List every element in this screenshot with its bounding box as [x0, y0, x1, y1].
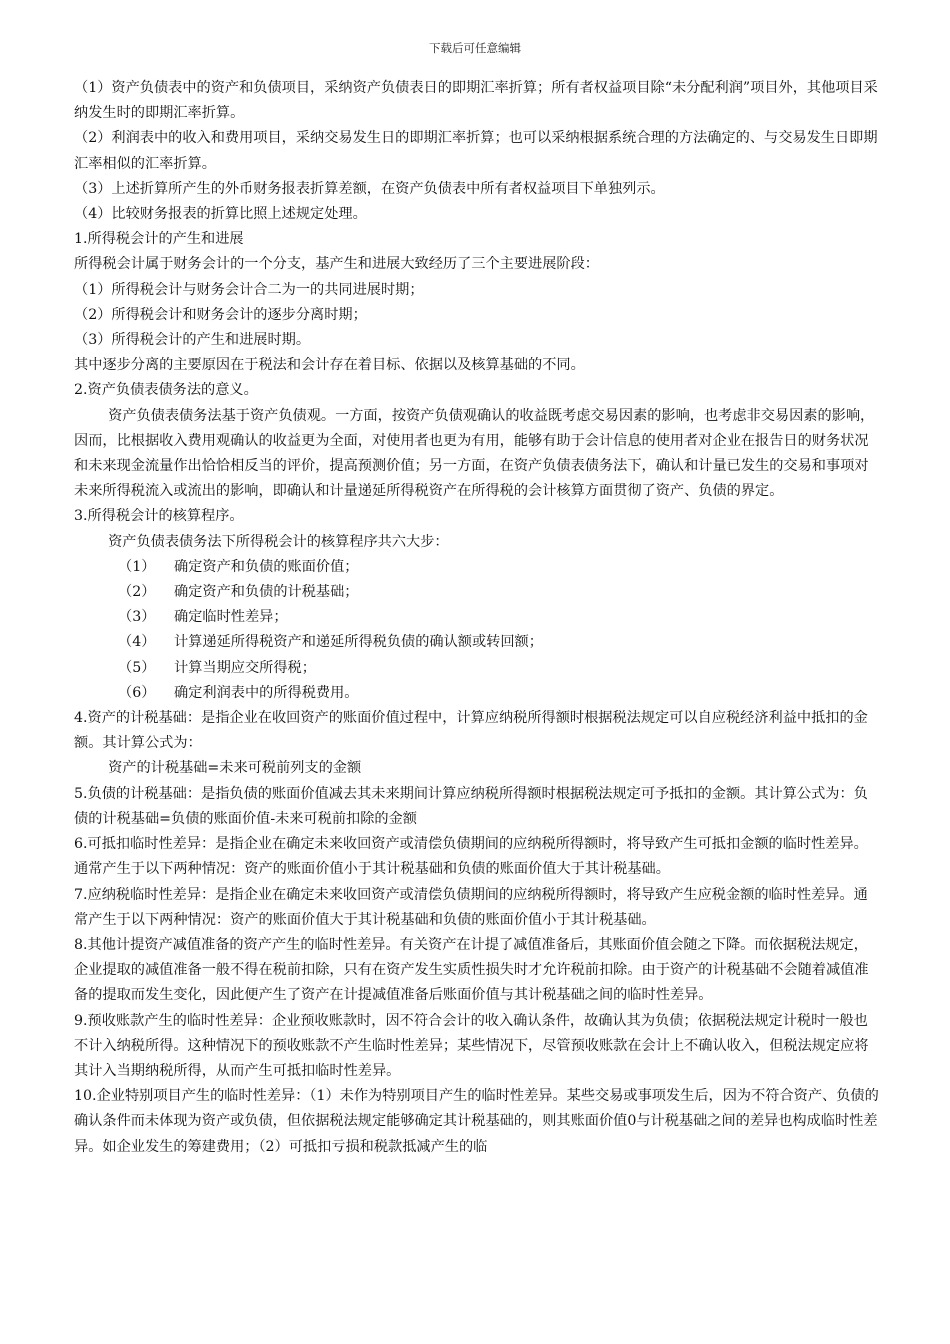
paragraph: （1）资产负债表中的资产和负债项目，采纳资产负债表日的即期汇率折算；所有者权益项目除“未分配利润”项目外，其他项目采纳发生时的即期汇率折算。 — [74, 80, 878, 122]
step-text: 计算递延所得税资产和递延所得税负债的确认额或转回额； — [174, 634, 543, 651]
step-number: （3） — [118, 609, 156, 626]
step-text: 确定临时性差异； — [174, 609, 288, 626]
section-2-body: 资产负债表债务法基于资产负债观。一方面，按资产负债观确认的收益既考虑交易因素的影响，也考虑非交易因素的影响，因而，比根据收入费用观确认的收益更为全面，对使用者也更为有用，能够有助于会计信息的使用者对企业在报告日的财务状况和未来现金流量作出恰恰相反当的评价，提高预测价值；另一方面，在资产负债表债务法下，确认和计量已发生的交易和事项对未来所得税流入或流出的影响，即确认和计量递延所得税资产在所得税的会计核算方面贯彻了资产、负债的界定。 — [74, 407, 875, 500]
section-2-title: 2.资产负债表债务法的意义。 — [74, 382, 258, 399]
section-6-text: 6.可抵扣临时性差异：是指企业在确定未来收回资产或清偿负债期间的应纳税所得额时，将导致产生可抵扣金额的临时性差异。通常产生于以下两种情况：资产的账面价值小于其计税基础和负债的账面价值大于其计税基础。 — [74, 836, 868, 878]
paragraph: （3）上述折算所产生的外币财务报表折算差额，在资产负债表中所有者权益项目下单独列示。 — [74, 180, 665, 197]
step-text: 确定资产和负债的计税基础； — [174, 584, 359, 601]
step-item — [74, 656, 880, 681]
step-text: 确定利润表中的所得税费用。 — [174, 684, 359, 701]
step-item — [74, 630, 880, 655]
section-9-text: 9.预收账款产生的临时性差异：企业预收账款时，因不符合会计的收入确认条件，故确认其为负债；依据税法规定计税时一般也不计入纳税所得。这种情况下的预收账款不产生临时性差异；某些情况下，尽管预收账款在会计上不确认收入，但税法规定应将其计入当期纳税所得，从而产生可抵扣临时性差异。 — [74, 1012, 869, 1079]
section-1-item: （2）所得税会计和财务会计的逐步分离时期； — [74, 306, 367, 323]
step-number: （2） — [118, 584, 156, 601]
step-item — [74, 555, 880, 580]
page-header: 下载后可任意编辑 — [429, 41, 521, 55]
section-10-text: 10.企业特别项目产生的临时性差异：（1）未作为特别项目产生的临时性差异。某些交易或事项发生后，因为不符合资产、负债的确认条件而未体现为资产或负债，但依据税法规定能够确定其计税基础的，则其账面价值0与计税基础之间的差异也构成临时性差异。如企业发生的筹建费用；（2）可抵扣亏损和税款抵减产生的临 — [74, 1088, 879, 1155]
section-8-text: 8.其他计提资产减值准备的资产产生的临时性差异。有关资产在计提了减值准备后，其账面价值会随之下降。而依据税法规定，企业提取的减值准备一般不得在税前扣除，只有在资产发生实质性损失时才允许税前扣除。由于资产的计税基础不会随着减值准备的提取而发生变化，因此便产生了资产在计提减值准备后账面价值与其计税基础之间的临时性差异。 — [74, 936, 869, 1004]
paragraph: （4）比较财务报表的折算比照上述规定处理。 — [74, 206, 367, 223]
step-number: （5） — [118, 659, 156, 676]
section-7-text: 7.应纳税临时性差异：是指企业在确定未来收回资产或清偿负债期间的应纳税所得额时，将导致产生应税金额的临时性差异。通常产生于以下两种情况：资产的账面价值大于其计税基础和负债的账面价值小于其计税基础。 — [74, 886, 868, 928]
section-1-intro: 所得税会计属于财务会计的一个分支，基产生和进展大致经历了三个主要进展阶段： — [74, 256, 599, 273]
step-text: 确定资产和负债的账面价值； — [174, 558, 359, 575]
document-body — [74, 76, 880, 1160]
section-3-intro: 资产负债表债务法下所得税会计的核算程序共六大步： — [108, 533, 449, 550]
step-item — [74, 580, 880, 605]
section-1-item: （1）所得税会计与财务会计合二为一的共同进展时期； — [74, 281, 424, 298]
step-number: （6） — [118, 684, 156, 701]
step-number: （4） — [118, 634, 156, 651]
section-3-title: 3.所得税会计的核算程序。 — [74, 508, 244, 525]
section-5-text: 5.负债的计税基础：是指负债的账面价值减去其未来期间计算应纳税所得额时根据税法规定可予抵扣的金额。其计算公式为：负债的计税基础=负债的账面价值-未来可税前扣除的金额 — [74, 785, 868, 827]
step-number: （1） — [118, 558, 156, 575]
section-1-closing: 其中逐步分离的主要原因在于税法和会计存在着目标、依据以及核算基础的不同。 — [74, 357, 585, 374]
section-1-item: （3）所得税会计的产生和进展时期。 — [74, 332, 311, 349]
section-4-formula: 资产的计税基础=未来可税前列支的金额 — [108, 760, 362, 777]
step-text: 计算当期应交所得税； — [174, 659, 316, 676]
paragraph: （2）利润表中的收入和费用项目，采纳交易发生日的即期汇率折算；也可以采纳根据系统合理的方法确定的、与交易发生日即期汇率相似的汇率折算。 — [74, 130, 878, 172]
step-item — [74, 681, 880, 706]
section-4-text: 4.资产的计税基础：是指企业在收回资产的账面价值过程中，计算应纳税所得额时根据税法规定可以自应税经济利益中抵扣的金额。其计算公式为： — [74, 710, 868, 752]
step-item — [74, 605, 880, 630]
section-1-title: 1.所得税会计的产生和进展 — [74, 231, 244, 248]
